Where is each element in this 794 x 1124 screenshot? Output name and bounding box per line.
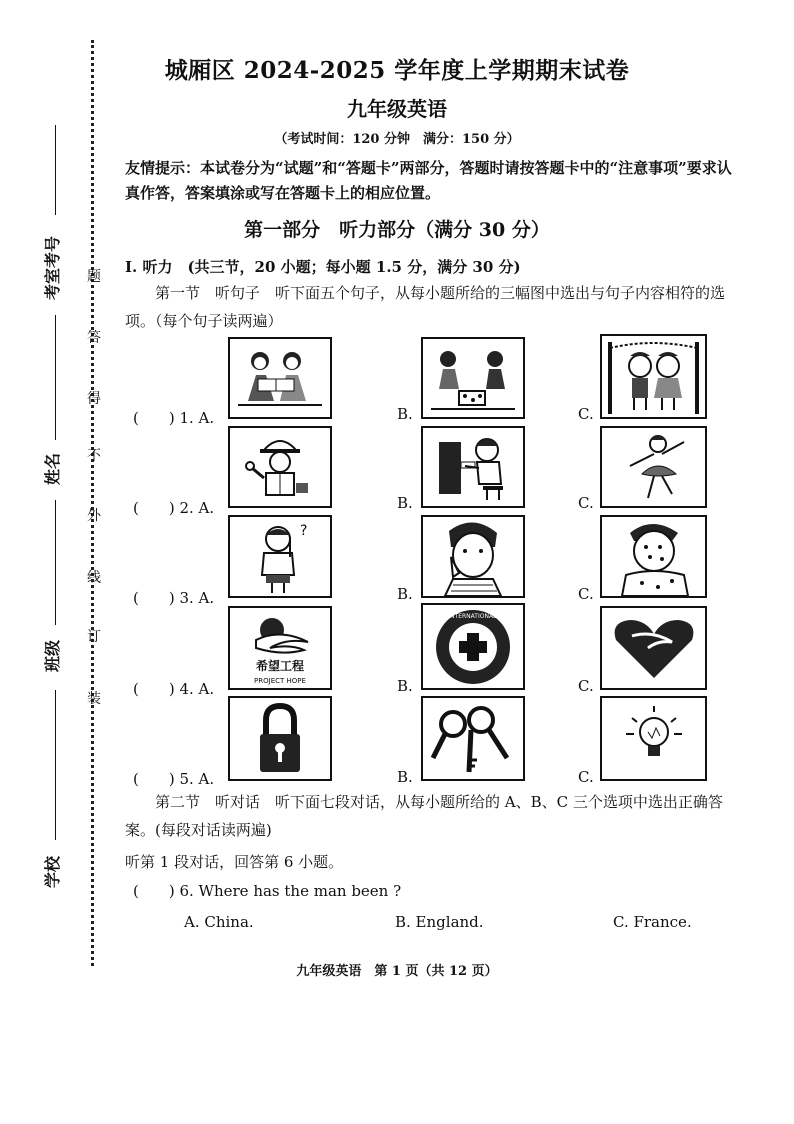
label-class: 班级 [43, 639, 62, 672]
section2-instruction: 第二节 听对话 听下面七段对话，从每小题所给的 A、B、C 三个选项中选出正确答案。(每段对话读两遍) [125, 793, 723, 839]
exam-info: （考试时间：120 分钟 满分：150 分） [274, 132, 520, 147]
binding-dotted-line [91, 40, 94, 966]
question-5-prefix: ( ) 5. A. [133, 770, 215, 788]
svg-text:?: ? [300, 523, 308, 539]
option-c-label: C. [578, 405, 594, 423]
question-6-option-b: B. England. [395, 913, 484, 931]
option-c-label: C. [578, 677, 594, 695]
exam-tip: 友情提示：本试卷分为“试题”和“答题卡”两部分，答题时请按答题卡中的“注意事项”要求认真作答，答案填涂或写在答题卡上的相应位置。 [125, 159, 732, 202]
girl-dancing-icon [600, 426, 707, 508]
fill-line [55, 690, 56, 840]
children-playing-chess-icon [421, 337, 525, 419]
padlock-icon [228, 696, 332, 781]
fill-line [55, 315, 56, 440]
option-b-label: B. [397, 494, 413, 512]
exam-subtitle: 九年级英语 [347, 97, 447, 121]
svg-text:PROJECT HOPE: PROJECT HOPE [254, 677, 306, 685]
question-4-prefix: ( ) 4. A. [133, 680, 215, 698]
option-b-label: B. [397, 677, 413, 695]
children-reading-icon [228, 337, 332, 419]
option-b-label: B. [397, 768, 413, 786]
question-6: ( ) 6. Where has the man been ? [133, 882, 402, 900]
section1-instruction: 第一节 听句子 听下面五个句子，从每小题所给的三幅图中选出与句子内容相符的选项。（每个句子读两遍） [125, 284, 726, 330]
binding-char: 答 [87, 330, 101, 346]
boy-playing-piano-icon [421, 426, 525, 508]
question-6-option-c: C. France. [613, 913, 692, 931]
project-hope-logo-icon [228, 606, 332, 690]
boy-with-spots-icon [600, 515, 707, 598]
svg-text:COMITE INTERNATIONAL GENEVE: COMITE INTERNATIONAL GENEVE [423, 613, 523, 620]
fill-line [55, 500, 56, 625]
page-footer: 九年级英语 第 1 页（共 12 页） [296, 964, 498, 979]
binding-char: 题 [87, 269, 101, 285]
light-bulb-icon [600, 696, 707, 781]
section-title: I. 听力 (共三节，20 小题；每小题 1.5 分，满分 30 分) [125, 258, 521, 276]
question-6-option-a: A. China. [184, 913, 254, 931]
worker-icon [228, 426, 332, 508]
binding-char: 装 [87, 691, 101, 707]
question-2-prefix: ( ) 2. A. [133, 499, 215, 517]
exam-title: 城厢区 2024-2025 学年度上学期期末试卷 [164, 57, 630, 84]
part-title: 第一部分 听力部分（满分 30 分） [244, 219, 550, 241]
binding-char: 不 [87, 448, 101, 464]
whispering-boy-icon [421, 515, 525, 598]
red-cross-logo-icon [421, 603, 525, 690]
binding-char: 得 [87, 391, 101, 407]
option-c-label: C. [578, 585, 594, 603]
option-c-label: C. [578, 494, 594, 512]
binding-char: 外 [87, 508, 101, 524]
binding-char: 线 [87, 570, 101, 586]
dialogue1-instruction: 听第 1 段对话，回答第 6 小题。 [125, 853, 344, 871]
binding-char: 订 [87, 629, 101, 645]
option-b-label: B. [397, 405, 413, 423]
question-1-prefix: ( ) 1. A. [133, 409, 215, 427]
label-school: 学校 [43, 855, 62, 888]
confused-boy-icon [228, 515, 332, 598]
heart-hand-icon [600, 606, 707, 690]
label-name: 姓名 [43, 452, 62, 485]
question-3-prefix: ( ) 3. A. [133, 589, 215, 607]
svg-text:希望工程: 希望工程 [255, 659, 305, 673]
children-at-gate-icon [600, 334, 707, 419]
keys-icon [421, 696, 525, 781]
label-exam-room-number: 考室考号 [43, 235, 62, 300]
option-b-label: B. [397, 585, 413, 603]
option-c-label: C. [578, 768, 594, 786]
